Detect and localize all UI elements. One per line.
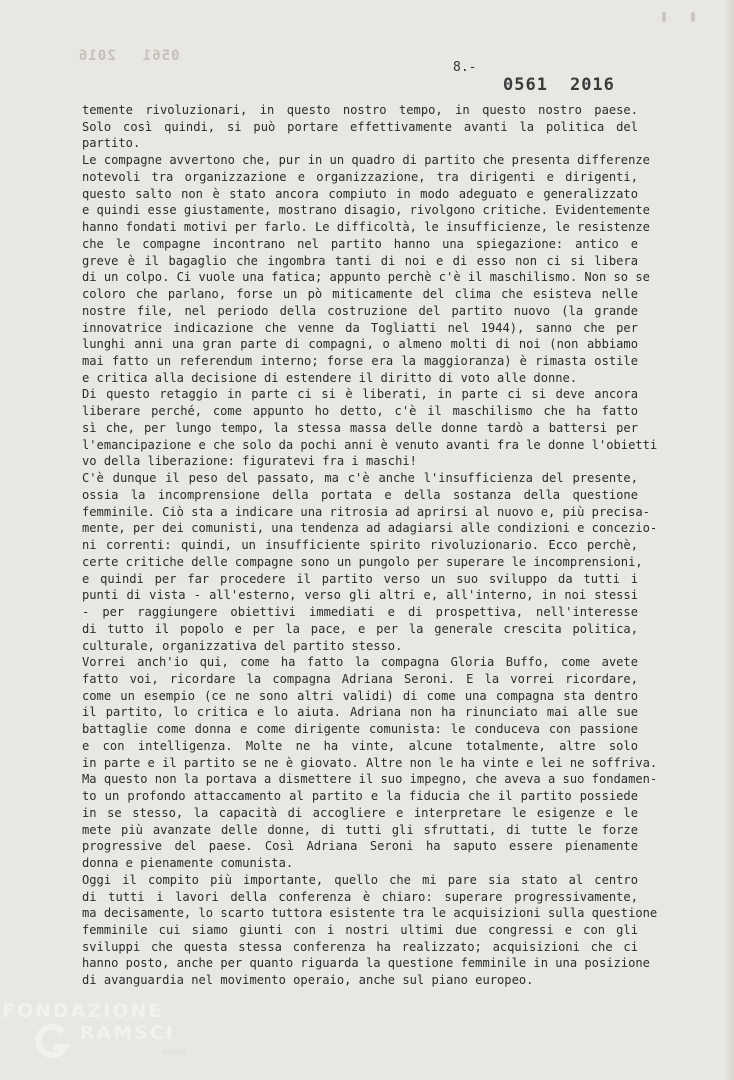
text-line: l'emancipazione e che solo da pochi anni è venuto avanti fra le donne l'obietti	[82, 437, 658, 452]
text-line: Di questo retaggio in parte ci si è liberati, in parte ci si deve ancora	[82, 387, 638, 402]
text-line: - per raggiungere obiettivi immediati e di prospettiva, nell'interesse	[82, 605, 638, 620]
text-line: sviluppi che questa stessa conferenza ha realizzato; acquisizioni che ci	[82, 939, 638, 954]
text-line: hanno posto, anche per quanto riguarda la questione femminile in una posizione	[82, 956, 650, 971]
text-line: ma decisamente, lo scarto tuttora esistente tra le acquisizioni sulla questione	[82, 906, 658, 921]
text-line: hanno fondati motivi per farlo. Le difficoltà, le insufficienze, le resistenze	[82, 220, 650, 235]
text-line: partito.	[82, 136, 141, 151]
page-edge	[724, 0, 734, 1080]
gramsci-g-logo-icon	[33, 1023, 71, 1061]
text-line: ni correnti: quindi, un insufficiente spirito rivoluzionario. Ecco perchè,	[82, 538, 638, 553]
text-line: battaglie come donna e come dirigente comunista: le conduceva con passione	[82, 722, 638, 737]
text-line: to un profondo attaccamento al partito e la fiducia che il partito possiede	[82, 789, 638, 804]
text-line: liberare perché, come appunto ho detto, c'è il maschilismo che ha fatto	[82, 404, 638, 419]
page-number: 8.-	[453, 60, 477, 75]
text-line: femminile cui siamo giunti con i nostri ultimi due congressi e con gli	[82, 922, 638, 937]
ghost-stamp-number: 0561	[141, 48, 180, 64]
text-line: temente rivoluzionari, in questo nostro tempo, in questo nostro paese.	[82, 103, 638, 117]
text-line: sì che, per lungo tempo, la stessa massa delle donne tardò a battersi per	[82, 420, 638, 435]
text-line: in parte e il partito se ne è giovato. Altre non le ha vinte e lei ne soffriva.	[82, 755, 658, 770]
text-line: Le compagne avvertono che, pur in un quadro di partito che presenta differenze	[82, 153, 650, 168]
archive-stamp	[503, 75, 615, 95]
fondazione-gramsci-watermark	[0, 996, 200, 1080]
text-line: notevoli tra organizzazione e organizzazione, tra dirigenti e dirigenti,	[82, 169, 638, 184]
text-line: e quindi esse giustamente, mostrano disagio, rivolgono critiche. Evidentemente	[82, 203, 650, 218]
text-line: certe critiche delle compagne sono un pungolo per superare le incomprensioni,	[82, 554, 643, 569]
text-line: progressive del paese. Così Adriana Seroni ha saputo essere pienamente	[82, 839, 638, 854]
text-line: di un colpo. Ci vuole una fatica; appunto perchè c'è il maschilismo. Non so se	[82, 270, 650, 285]
text-line: di avanguardia nel movimento operaio, anche sul piano europeo.	[82, 973, 534, 988]
text-line: il partito, lo critica e lo aiuta. Adriana non ha rinunciato mai alle sue	[82, 705, 638, 720]
ghost-stamp-number: 2016	[78, 48, 116, 64]
text-line: C'è dunque il peso del passato, ma c'è anche l'insufficienza del presente,	[82, 471, 638, 486]
text-line: ossia la incomprensione della portata e della sostanza della questione	[82, 487, 638, 502]
watermark-line-2: RAMSCI	[80, 1022, 175, 1044]
text-line: culturale, organizzativa del partito stesso.	[82, 638, 403, 653]
text-line: greve è il bagaglio che ingombra tanti di noi e di esso non ci si libera	[82, 253, 638, 268]
text-line: questo salto non è stato ancora compiuto in modo adeguato e generalizzato	[82, 186, 638, 201]
text-line: e quindi per far procedere il partito verso un suo sviluppo da tutti i	[82, 571, 638, 586]
text-line: di tutto il popolo e per la pace, e per la generale crescita politica,	[82, 621, 638, 636]
text-line: coloro che parlano, forse un pò miticamente del clima che esisteva nelle	[82, 287, 638, 302]
text-line: lunghi anni una gran parte di compagni, o almeno molti di noi (non abbiamo	[82, 337, 638, 352]
document-body	[82, 102, 658, 989]
watermark-line-1: FONDAZIONE	[2, 1000, 164, 1022]
text-line: che le compagne incontrano nel partito hanno una spiegazione: antico e	[82, 236, 638, 251]
text-line: Oggi il compito più importante, quello che mi pare sia stato al centro	[82, 872, 638, 887]
text-line: punti di vista - all'esterno, verso gli altri e, all'interno, in noi stessi	[82, 588, 638, 603]
stamp-number-1: 0561	[503, 75, 548, 95]
text-line: mente, per dei comunisti, una tendenza ad adagiarsi alle condizioni e concezio-	[82, 521, 658, 536]
text-line: innovatrice indicazione che venne da Togliatti nel 1944), sanno che per	[82, 320, 638, 335]
text-line: e critica alla decisione di estendere il diritto di voto alle donne.	[82, 370, 578, 385]
text-line: di tutti i lavori della conferenza è chiaro: superare progressivamente,	[82, 889, 638, 904]
text-line: vo della liberazione: figuratevi fra i maschi!	[82, 454, 417, 469]
ghost-archive-stamp	[78, 48, 179, 64]
text-line: Vorrei anch'io qui, come ha fatto la compagna Gloria Buffo, come avete	[82, 655, 638, 670]
text-line: mete più avanzate delle donne, di tutti gli sfruttati, di tutte le forze	[82, 822, 638, 837]
text-line: e con intelligenza. Molte ne ha vinte, alcune totalmente, altre solo	[82, 738, 638, 753]
punch-mark	[662, 12, 666, 22]
stamp-number-2: 2016	[569, 75, 615, 95]
text-line: mai fatto un referendum interno; forse era la maggioranza) è rimasta ostile	[82, 354, 638, 369]
text-line: in se stesso, la capacità di accogliere e interpretare le esigenze e le	[82, 805, 638, 820]
text-line: nostre file, nel periodo della costruzione del partito nuovo (la grande	[82, 303, 638, 318]
text-line: come un esempio (ce ne sono altri validi) di come una compagna sta dentro	[82, 688, 638, 703]
watermark-url: online	[162, 1048, 187, 1057]
text-line: donna e pienamente comunista.	[82, 856, 294, 871]
text-line: Solo così quindi, si può portare effettivamente avanti la politica del	[82, 119, 638, 134]
text-line: Ma questo non la portava a dismettere il suo impegno, che aveva a suo fondamen-	[82, 772, 658, 787]
text-line: femminile. Ciò sta a indicare una ritrosia ad aprirsi al nuovo e, più precisa-	[82, 504, 650, 519]
text-line: fatto voi, ricordare la compagna Adriana Seroni. E la vorrei ricordare,	[82, 671, 638, 686]
punch-mark	[691, 12, 695, 22]
